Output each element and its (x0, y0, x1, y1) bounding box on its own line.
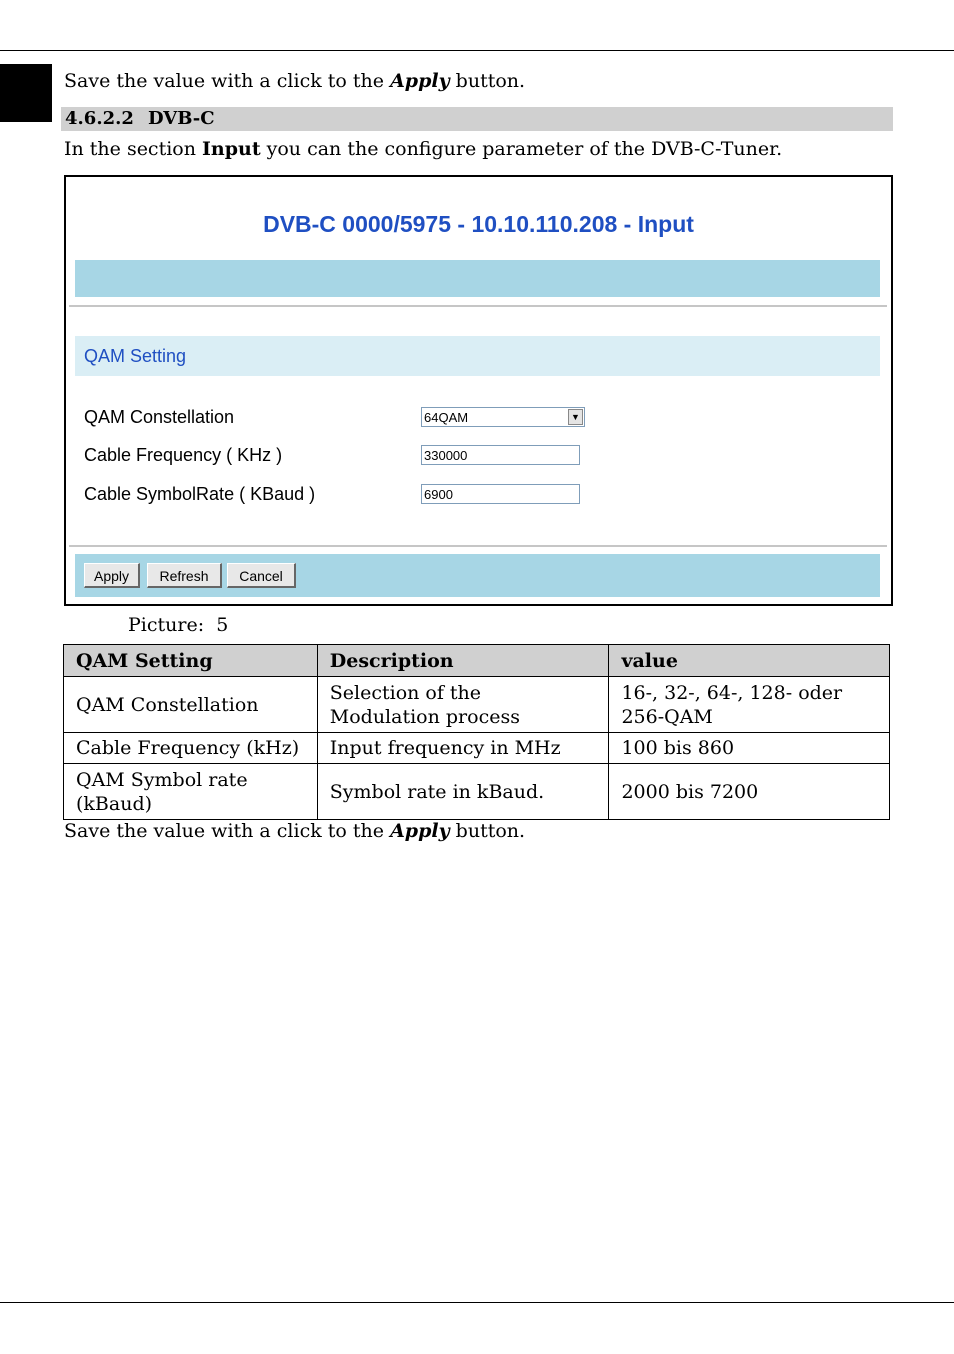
table-cell: QAM Symbol rate (kBaud) (64, 764, 318, 820)
button-bar (75, 554, 880, 597)
section-number: 4.6.2.2 (65, 108, 134, 129)
table-row (64, 733, 890, 764)
section-description: In the section Input you can the configure parameter of the DVB-C-Tuner. (64, 138, 783, 160)
apply-emphasis: Apply (390, 70, 450, 92)
cable-symbolrate-input[interactable]: 6900 (421, 484, 580, 504)
qam-constellation-select[interactable]: 64QAM ▼ (421, 407, 585, 427)
chapter-tab (0, 64, 52, 122)
cancel-button[interactable]: Cancel (227, 563, 296, 588)
section-title: DVB-C (148, 108, 215, 129)
dropdown-arrow-icon[interactable]: ▼ (568, 409, 583, 425)
picture-caption: Picture: 5 (128, 614, 229, 636)
cable-frequency-label: Cable Frequency ( KHz ) (84, 445, 283, 465)
qam-setting-header: QAM Setting (75, 336, 880, 376)
bottom-rule (0, 1302, 954, 1303)
table-cell: Cable Frequency (kHz) (64, 733, 318, 764)
divider (69, 305, 887, 307)
table-cell: Selection of the Modulation process (317, 677, 609, 733)
table-header: value (609, 645, 890, 677)
input-emphasis: Input (202, 138, 261, 160)
cable-frequency-input[interactable]: 330000 (421, 445, 580, 465)
table-header: Description (317, 645, 609, 677)
input-settings-screenshot (64, 175, 893, 606)
top-rule (0, 50, 954, 51)
table-header: QAM Setting (64, 645, 318, 677)
table-header-row (64, 645, 890, 677)
apply-button[interactable]: Apply (84, 563, 140, 588)
cable-symbolrate-label: Cable SymbolRate ( KBaud ) (84, 484, 316, 504)
section-heading (61, 107, 893, 131)
table-cell: 16-, 32-, 64-, 128- oder 256-QAM (609, 677, 890, 733)
apply-emphasis: Apply (390, 820, 450, 842)
table-row (64, 764, 890, 820)
intro-save-text: Save the value with a click to the Apply button. (64, 70, 526, 92)
table-cell: Symbol rate in kBaud. (317, 764, 609, 820)
page-title: DVB-C 0000/5975 - 10.10.110.208 - Input (263, 211, 694, 237)
top-color-bar (75, 260, 880, 297)
outro-save-text: Save the value with a click to the Apply button. (64, 820, 526, 842)
qam-settings-table (63, 644, 890, 820)
table-cell: 100 bis 860 (609, 733, 890, 764)
table-row (64, 677, 890, 733)
table-cell: 2000 bis 7200 (609, 764, 890, 820)
table-cell: Input frequency in MHz (317, 733, 609, 764)
table-cell: QAM Constellation (64, 677, 318, 733)
refresh-button[interactable]: Refresh (147, 563, 222, 588)
qam-constellation-label: QAM Constellation (84, 407, 235, 427)
divider (69, 545, 887, 547)
